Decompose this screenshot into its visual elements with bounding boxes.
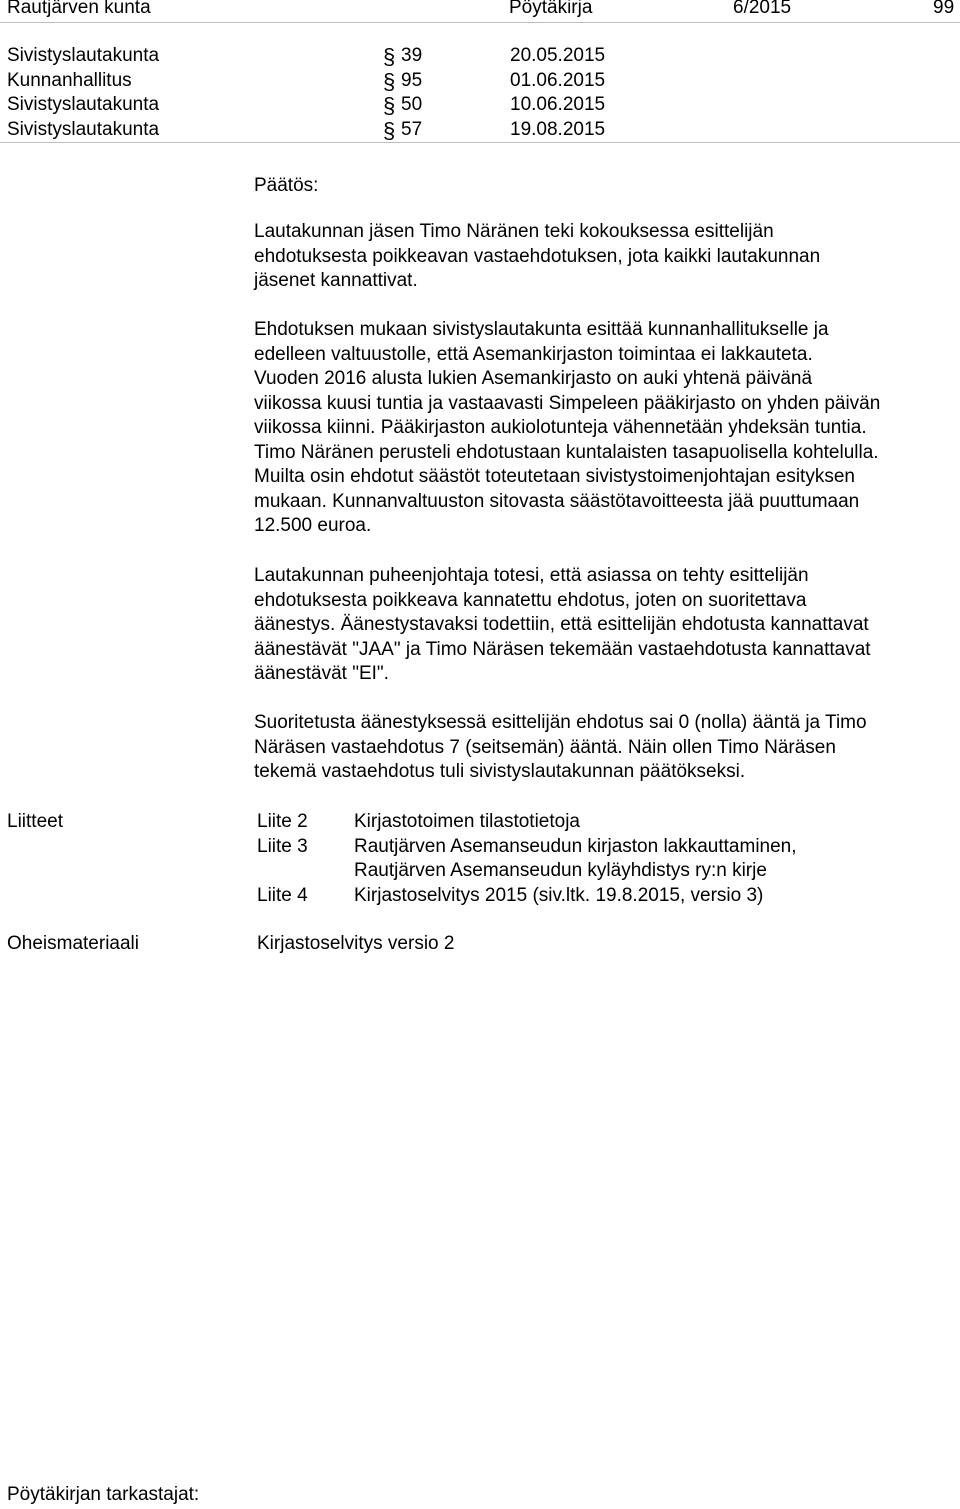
- record-date: 19.08.2015: [510, 118, 606, 140]
- record-number: 39: [401, 45, 423, 66]
- record-body: Sivistyslautakunta: [7, 118, 160, 140]
- record-number: 57: [401, 118, 423, 140]
- record-number: 50: [401, 94, 423, 115]
- attachment-id: Liite 2: [257, 811, 308, 832]
- record-body: Sivistyslautakunta: [7, 94, 160, 115]
- municipality-name: Rautjärven kunta: [7, 0, 151, 18]
- attachment-description: Kirjastoselvitys 2015 (siv.ltk. 19.8.2015, versio 3): [354, 884, 764, 906]
- svg-text:§: §: [383, 93, 396, 117]
- svg-text:§: §: [383, 68, 396, 93]
- decision-paragraph: Lautakunnan jäsen Timo Näränen teki kokouksessa esittelijän ehdotuksesta poikkeavan vastaehdotuksen, jota kaikki lautakunnan jäsenet kannattivat.: [254, 221, 821, 291]
- record-body: Kunnanhallitus: [7, 69, 132, 91]
- records-divider: [0, 142, 960, 143]
- record-row: [0, 69, 960, 94]
- decision-heading: Päätös:: [254, 175, 319, 196]
- svg-text:§: §: [383, 117, 396, 142]
- attachment-id: Liite 4: [257, 884, 308, 906]
- issue-number: 6/2015: [733, 0, 792, 18]
- record-date: 20.05.2015: [510, 45, 606, 66]
- section-sign-icon: [381, 118, 399, 142]
- decision-paragraph: Ehdotuksen mukaan sivistyslautakunta esittää kunnanhallitukselle ja edelleen valtuustolle, että Asemankirjaston toimintaa ei lakkauteta. Vuoden 2016 alusta lukien Asemankirjasto on auki yhtenä päivänä viikossa kuusi tuntia ja vastaavasti Simpeleen pääkirjasto on yhden päivän viikossa kiinni. Pääkirjaston aukiolotunteja vähennetään yhdeksän tuntia. Timo Näränen perusteli ehdotustaan kuntalaisten tasapuolisella kohtelulla. Muilta osin ehdotut säästöt toteutetaan sivistystoimenjohtajan esityksen mukaan. Kunnanvaltuuston sitovasta säästötavoitteesta jää puuttumaan 12.500 euroa.: [254, 319, 881, 536]
- header-divider: [0, 22, 960, 23]
- reviewers-label: Pöytäkirjan tarkastajat:: [7, 1484, 200, 1505]
- attachment-description: Rautjärven Asemanseudun kirjaston lakkauttaminen, Rautjärven Asemanseudun kyläyhdistys ry:n kirje: [354, 835, 797, 881]
- other-material-value: Kirjastoselvitys versio 2: [257, 933, 455, 954]
- record-body: Sivistyslautakunta: [7, 45, 160, 66]
- page-number: 99: [933, 0, 955, 18]
- section-sign-icon: [381, 69, 399, 93]
- record-row: [0, 118, 960, 143]
- svg-text:§: §: [383, 44, 396, 68]
- record-row: [0, 44, 960, 69]
- record-date: 01.06.2015: [510, 69, 606, 91]
- section-sign-icon: [381, 93, 399, 117]
- section-sign-icon: [381, 44, 399, 68]
- other-material-label: Oheismateriaali: [7, 933, 139, 954]
- decision-paragraph: Suoritetusta äänestyksessä esittelijän ehdotus sai 0 (nolla) ääntä ja Timo Näräsen vastaehdotus 7 (seitsemän) ääntä. Näin ollen Timo Näräsen tekemä vastaehdotus tuli sivistyslautakunnan päätökseksi.: [254, 712, 867, 782]
- record-number: 95: [401, 69, 423, 91]
- document-type: Pöytäkirja: [509, 0, 593, 18]
- record-row: [0, 93, 960, 118]
- decision-paragraph: Lautakunnan puheenjohtaja totesi, että asiassa on tehty esittelijän ehdotuksesta poikkeava kannatettu ehdotus, joten on suoritettava äänestys. Äänestystavaksi todettiin, että esittelijän ehdotusta kannattavat äänestävät "JAA" ja Timo Näräsen tekemään vastaehdotusta kannattavat äänestävät "EI".: [254, 565, 871, 684]
- attachment-id: Liite 3: [257, 835, 308, 857]
- attachment-description: Kirjastotoimen tilastotietoja: [354, 811, 580, 832]
- record-date: 10.06.2015: [510, 94, 606, 115]
- attachments-label: Liitteet: [7, 811, 63, 832]
